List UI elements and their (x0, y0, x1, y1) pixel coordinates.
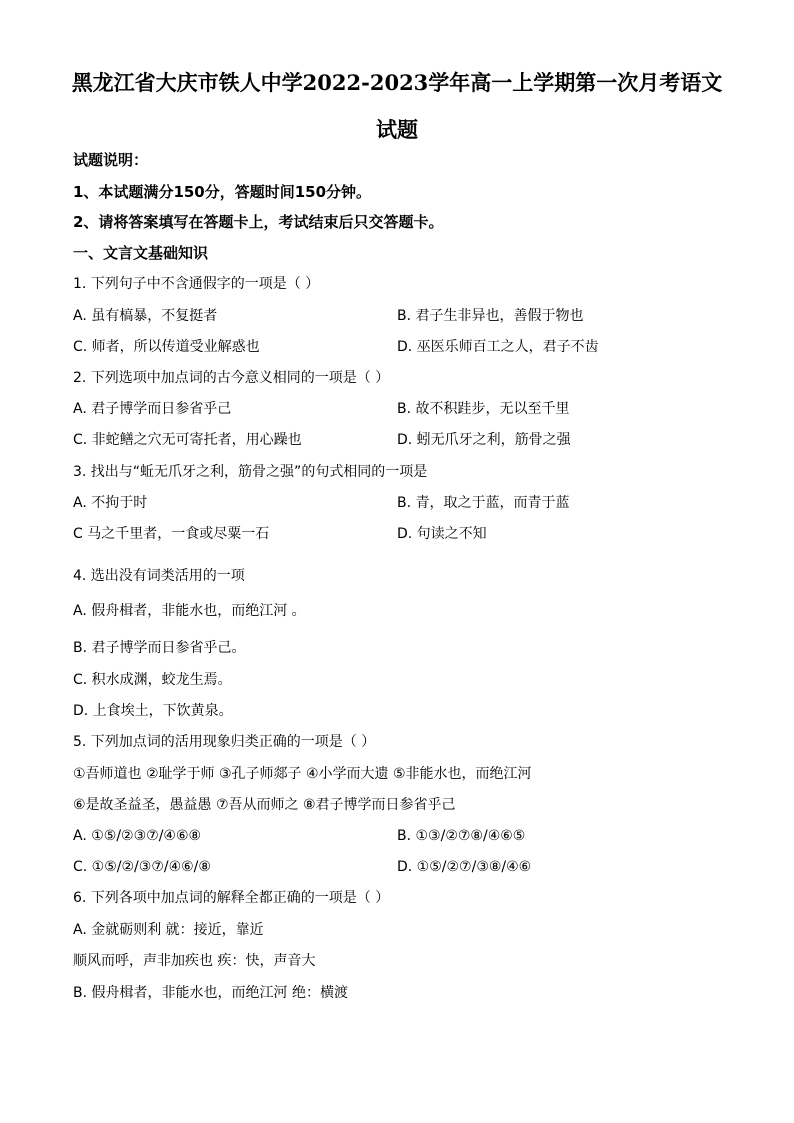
question-2-option-a: A. 君子博学而日参省乎己 (73, 401, 232, 417)
question-4-option-c: C. 积水成渊，蛟龙生焉。 (73, 672, 232, 688)
question-1-option-b: B. 君子生非异也，善假于物也 (397, 308, 584, 324)
question-5-option-a: A. ①⑤/②③⑦/④⑥⑧ (73, 828, 202, 844)
instructions-heading: 试题说明： (73, 151, 149, 169)
question-5-option-b: B. ①③/②⑦⑧/④⑥⑤ (397, 828, 526, 844)
question-1-option-c: C. 师者，所以传道受业解惑也 (73, 339, 260, 355)
question-3-option-b: B. 青，取之于蓝，而青于蓝 (397, 495, 570, 511)
document-title-line1: 黑龙江省大庆市铁人中学2022-2023学年高一上学期第一次月考语文 (71, 70, 723, 95)
question-5-items-row-1: ①吾师道也 ②耻学于师 ③孔子师郯子 ④小学而大遗 ⑤非能水也，而绝江河 (73, 766, 532, 782)
question-6-option-b-line1: B. 假舟楫者，非能水也，而绝江河 绝：横渡 (73, 985, 348, 1001)
question-4-option-d: D. 上食埃土，下饮黄泉。 (73, 703, 233, 719)
question-3-option-d: D. 句读之不知 (397, 526, 487, 542)
question-1-option-d: D. 巫医乐师百工之人，君子不齿 (397, 339, 599, 355)
question-6-option-a-line1: A. 金就砺则利 就：接近，靠近 (73, 922, 264, 938)
question-4-option-a: A. 假舟楫者，非能水也，而绝江河 。 (73, 603, 306, 619)
question-5-option-d: D. ①⑤/②⑦/③⑧/④⑥ (397, 859, 532, 875)
question-3-option-c: C 马之千里者，一食或尽粟一石 (73, 526, 270, 542)
question-5-stem: 5. 下列加点词的活用现象归类正确的一项是（ ） (73, 734, 376, 750)
question-5-items-row-2: ⑥是故圣益圣，愚益愚 ⑦吾从而师之 ⑧君子博学而日参省乎己 (73, 797, 456, 813)
question-3-stem: 3. 找出与“蚯无爪牙之利，筋骨之强”的句式相同的一项是 (73, 464, 428, 480)
question-4-option-b: B. 君子博学而日参省乎己。 (73, 640, 246, 656)
question-1-stem: 1. 下列句子中不含通假字的一项是（ ） (73, 276, 320, 292)
instruction-item-1: 1、本试题满分150分，答题时间150分钟。 (73, 183, 372, 201)
question-5-option-c: C. ①⑤/②/③⑦/④⑥/⑧ (73, 859, 211, 875)
question-2-stem: 2. 下列选项中加点词的古今意义相同的一项是（ ） (73, 370, 390, 386)
question-1-option-a: A. 虽有槁暴，不复挺者 (73, 308, 218, 324)
question-4-stem: 4. 选出没有词类活用的一项 (73, 568, 245, 584)
question-2-option-b: B. 故不积跬步，无以至千里 (397, 401, 570, 417)
question-2-option-d: D. 蚓无爪牙之利，筋骨之强 (397, 432, 571, 448)
section-heading: 一、文言文基础知识 (73, 244, 209, 262)
document-title-line2: 试题 (376, 117, 418, 142)
question-6-option-a-line2: 顺风而呼，声非加疾也 疾：快，声音大 (73, 953, 316, 969)
question-3-option-a: A. 不拘于时 (73, 495, 148, 511)
instruction-item-2: 2、请将答案填写在答题卡上，考试结束后只交答题卡。 (73, 213, 444, 231)
question-6-stem: 6. 下列各项中加点词的解释全都正确的一项是（ ） (73, 890, 390, 906)
question-2-option-c: C. 非蛇鳝之穴无可寄托者，用心躁也 (73, 432, 302, 448)
